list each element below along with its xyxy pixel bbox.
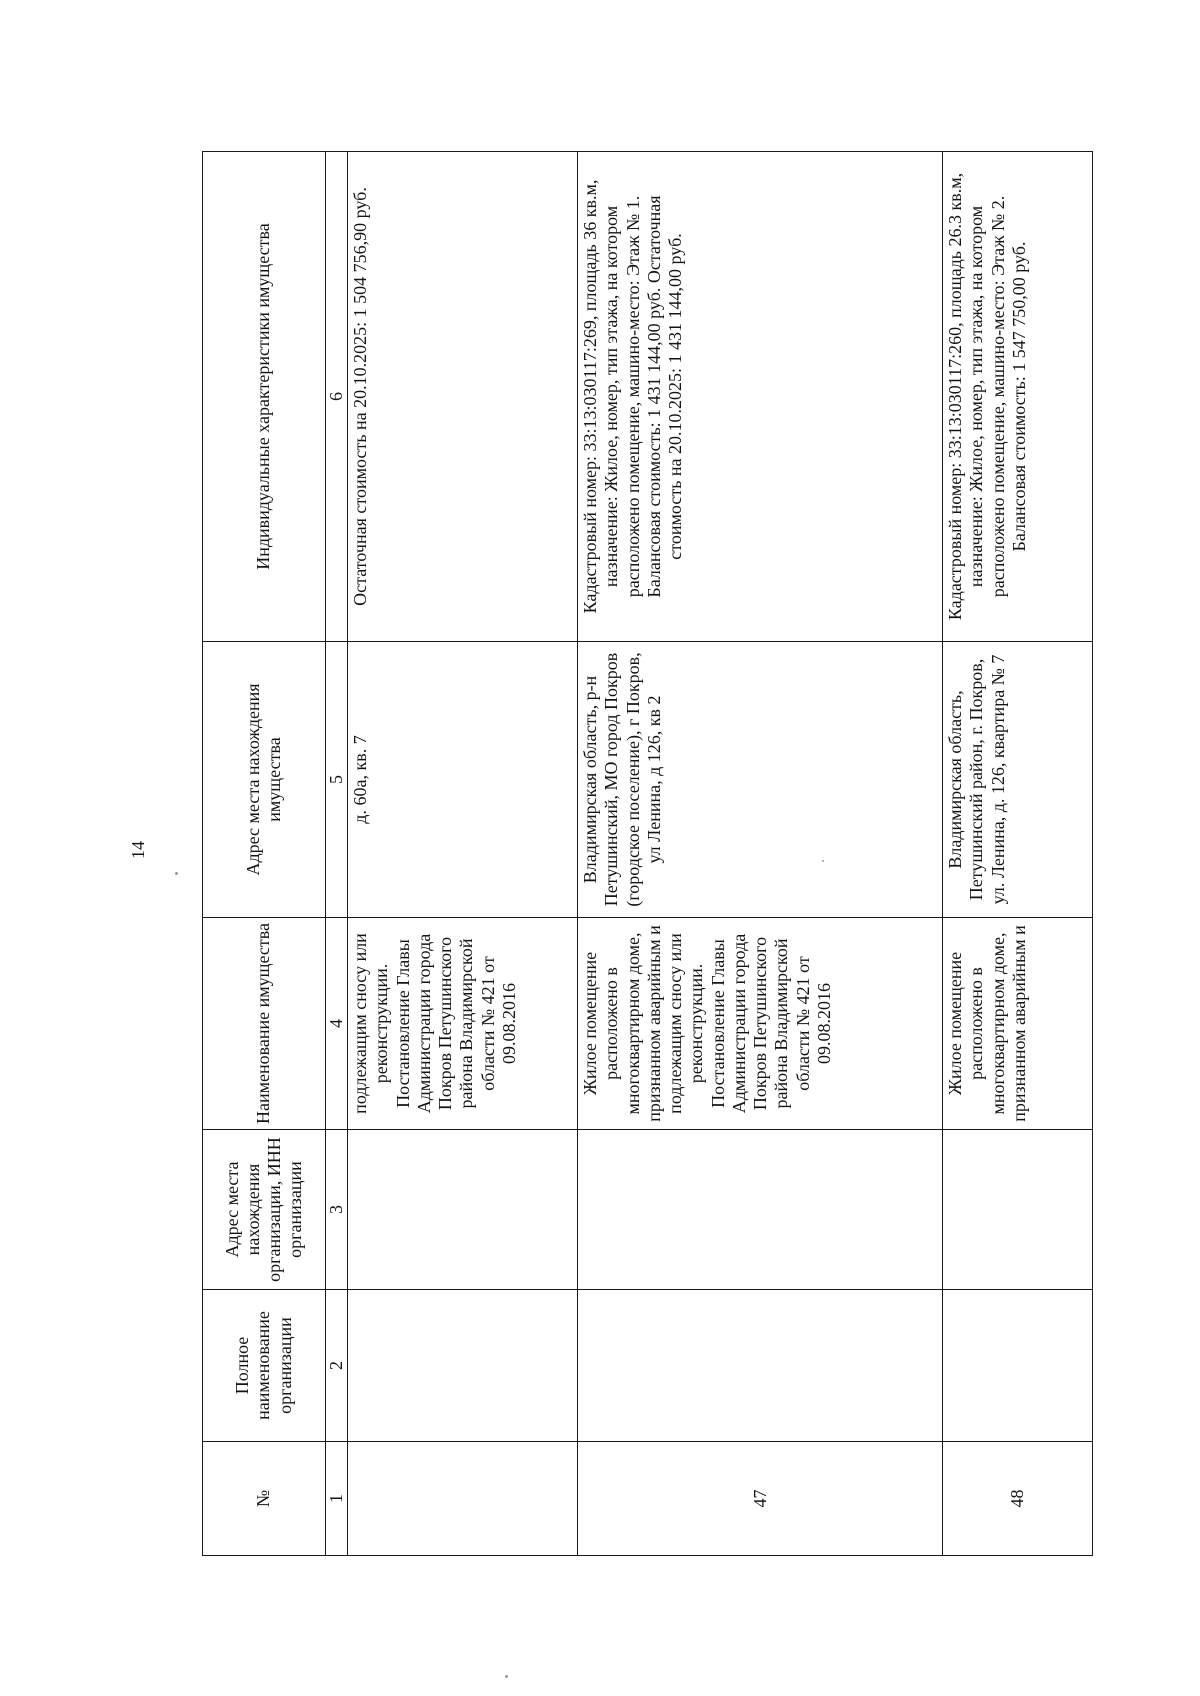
column-number: 3 [326,1130,348,1290]
cell-org-name [348,1290,578,1442]
cell-property-address: Владимирская область, р-н Петушинский, МО город Покров (городское поселение), г Покров, ул Ленина, д 126, кв 2 [578,642,943,918]
cell-number: 48 [943,1442,1093,1556]
cell-number: 47 [578,1442,943,1556]
header-row [203,152,326,1556]
cell-property-address: д. 60а, кв. 7 [348,642,578,918]
property-table [202,151,1093,1556]
header-property-name: Наименование имущества [203,918,326,1130]
header-number: № [203,1442,326,1556]
cell-property-address: Владимирская область, Петушинский район, г. Покров, ул. Ленина, д. 126, квартира № 7 [943,642,1093,918]
table-row [348,152,578,1556]
header-org-address: Адрес места нахождения организации, ИНН организации [203,1130,326,1290]
scan-speck [175,872,178,875]
table-row [578,152,943,1556]
cell-number [348,1442,578,1556]
cell-characteristics: Кадастровый номер: 33:13:030117:260, площадь 26.3 кв.м, назначение: Жилое, номер, тип этажа, на котором расположено помещение, машино-место: Этаж № 2. Балансовая стоимость: 1 547 750,00 руб. [943,152,1093,642]
cell-org-address [348,1130,578,1290]
column-number-row [326,152,348,1556]
cell-property-name: подлежащим сносу или реконструкции. Постановление Главы Администрации города Покров Петушинского района Владимирской области № 421 от 09.08.2016 [348,918,578,1130]
cell-property-name: Жилое помещение расположено в многоквартирном доме, признанном аварийным и подлежащим сносу или реконструкции. Постановление Главы Администрации города Покров Петушинского района Владимирской области № 421 от 09.08.2016 [578,918,943,1130]
column-number: 4 [326,918,348,1130]
property-table-rotated [202,152,1088,1556]
column-number: 5 [326,642,348,918]
cell-characteristics: Остаточная стоимость на 20.10.2025: 1 504 756,90 руб. [348,152,578,642]
cell-property-name: Жилое помещение расположено в многоквартирном доме, признанном аварийным и [943,918,1093,1130]
cell-org-name [943,1290,1093,1442]
cell-org-address [943,1130,1093,1290]
page-number: 14 [128,841,148,859]
column-number: 2 [326,1290,348,1442]
column-number: 6 [326,152,348,642]
cell-org-address [578,1130,943,1290]
header-characteristics: Индивидуальные характеристики имущества [203,152,326,642]
header-org-name: Полное наименование организации [203,1290,326,1442]
table-row [943,152,1093,1556]
scan-speck [505,1675,508,1678]
cell-org-name [578,1290,943,1442]
cell-characteristics: Кадастровый номер: 33:13:030117:269, площадь 36 кв.м, назначение: Жилое, номер, тип этажа, на котором расположено помещение, машино-место: Этаж № 1. Балансовая стоимость: 1 431 144,00 руб. Остаточная стоимость на 20.10.2025: 1 431 144,00 руб. [578,152,943,642]
header-property-address: Адрес места нахождения имущества [203,642,326,918]
column-number: 1 [326,1442,348,1556]
